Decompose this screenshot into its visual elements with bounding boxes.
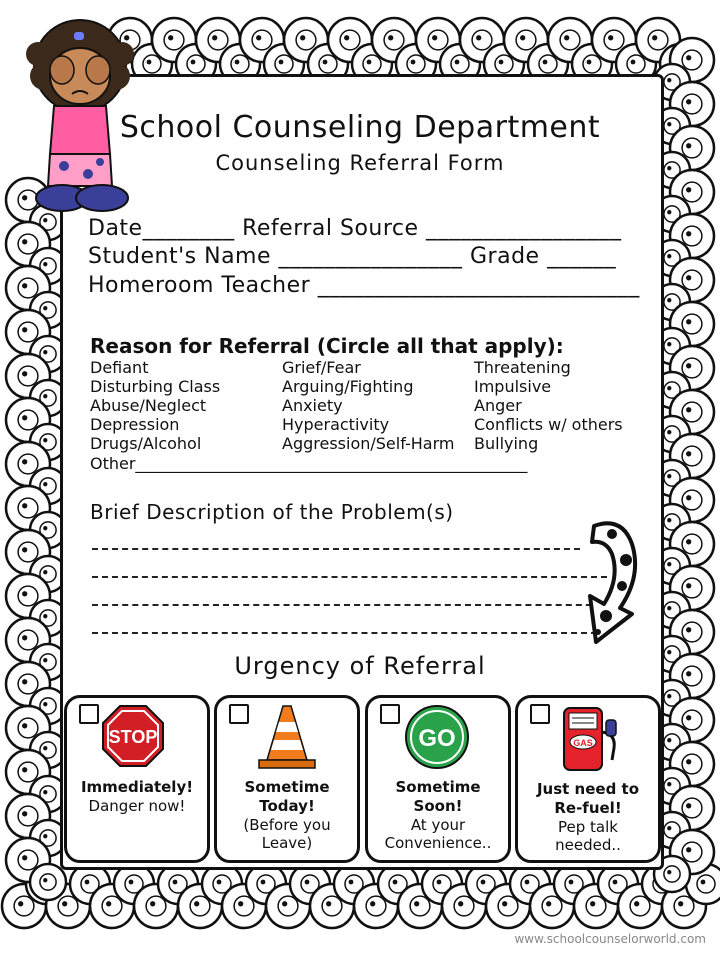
option-line: Soon! — [413, 797, 463, 815]
reason-item: Disturbing Class — [90, 377, 221, 396]
description-line — [92, 632, 597, 634]
reason-column-1 — [90, 358, 220, 453]
option-line: Convenience.. — [384, 834, 492, 852]
website-credit: www.schoolcounselorworld.com — [514, 932, 706, 946]
reason-item: Anxiety — [282, 396, 343, 415]
reason-column-2 — [282, 358, 454, 453]
reason-other-line: Other_________________________________________________ — [90, 454, 528, 473]
reason-item: Bullying — [474, 434, 539, 453]
reason-item: Conflicts w/ others — [474, 415, 623, 434]
option-line: At your — [410, 816, 466, 834]
gas-label: GAS — [573, 738, 593, 748]
traffic-cone-icon — [257, 704, 317, 770]
urgency-option-today — [214, 695, 360, 863]
urgency-checkbox[interactable] — [380, 704, 400, 724]
urgency-option-soon — [365, 695, 511, 863]
reason-item: Defiant — [90, 358, 149, 377]
form-subtitle: Counseling Referral Form — [215, 151, 505, 175]
urgency-option-immediately — [64, 695, 210, 863]
stop-sign-text: STOP — [108, 727, 158, 747]
option-line: Immediately! — [80, 778, 194, 796]
urgency-heading: Urgency of Referral — [234, 652, 486, 680]
option-line: Sometime — [244, 778, 330, 796]
option-line: Leave) — [261, 834, 313, 852]
reason-item: Threatening — [474, 358, 571, 377]
description-line — [92, 576, 607, 578]
option-line: Just need to — [536, 780, 640, 798]
urgency-checkbox[interactable] — [79, 704, 99, 724]
gas-pump-icon — [558, 702, 622, 774]
option-line: needed.. — [555, 836, 621, 854]
urgency-checkbox[interactable] — [530, 704, 550, 724]
reason-item: Hyperactivity — [282, 415, 390, 434]
reason-item: Drugs/Alcohol — [90, 434, 202, 453]
reason-item: Grief/Fear — [282, 358, 361, 377]
option-line: Re-fuel! — [554, 799, 622, 817]
reason-item: Aggression/Self-Harm — [282, 434, 455, 453]
stop-sign-icon — [101, 704, 165, 768]
urgency-option-refuel — [515, 695, 661, 863]
description-line — [92, 604, 602, 606]
urgency-checkbox[interactable] — [229, 704, 249, 724]
reason-item: Arguing/Fighting — [282, 377, 414, 396]
option-line: (Before you — [243, 816, 331, 834]
description-line — [92, 548, 580, 550]
reason-column-3 — [474, 358, 623, 453]
option-line: Pep talk — [558, 818, 618, 836]
reason-item: Depression — [90, 415, 180, 434]
page-title: School Counseling Department — [119, 110, 601, 145]
reason-heading: Reason for Referral (Circle all that apply): — [90, 334, 564, 358]
homeroom-teacher-field: Homeroom Teacher ____________________________ — [88, 273, 640, 298]
reason-item: Anger — [474, 396, 522, 415]
option-line: Today! — [259, 797, 315, 815]
go-sign-icon — [404, 704, 470, 770]
description-heading: Brief Description of the Problem(s) — [90, 500, 454, 524]
option-line: Danger now! — [88, 797, 186, 815]
option-line: Sometime — [395, 778, 481, 796]
reason-item: Impulsive — [474, 377, 552, 396]
go-sign-text: GO — [418, 725, 456, 752]
date-referral-field: Date________ Referral Source _________________ — [88, 216, 622, 241]
reason-item: Abuse/Neglect — [90, 396, 207, 415]
student-grade-field: Student's Name ________________ Grade ______ — [88, 244, 617, 269]
curved-arrow-icon — [576, 512, 656, 652]
